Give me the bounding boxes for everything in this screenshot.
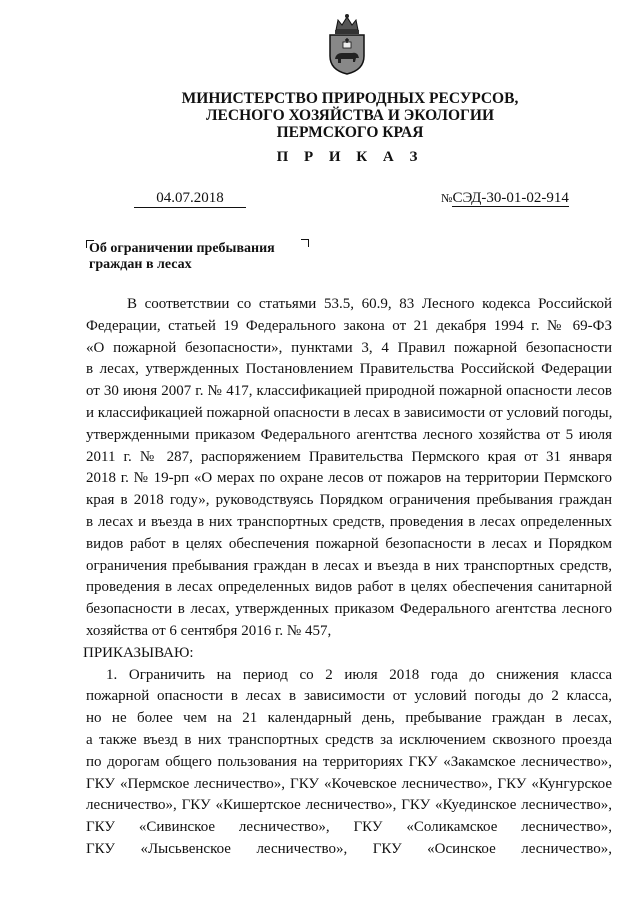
preamble-line: от 30 июня 2007 г. № 417, классификацией природной пожарной опасности лесов [86, 383, 612, 400]
ministry-name-line-3: ПЕРМСКОГО КРАЯ [276, 124, 424, 141]
item-1-line: ГКУ «Пермское лесничество», ГКУ «Кочевское лесничество», ГКУ «Кунгурское [86, 775, 612, 792]
preamble-line: 2018 г. № 19-рп «О мерах по охране лесов от пожаров на территории Пермского [86, 470, 612, 487]
preamble-line: ограничения пребывания граждан в лесах и въезда в них транспортных средств, [86, 557, 612, 574]
order-body [83, 294, 613, 861]
order-heading: ПРИКАЗЫВАЮ: [83, 644, 194, 661]
ministry-name [140, 90, 560, 141]
preamble-line: края в 2018 году», руководствуясь Порядком ограничения пребывания граждан [86, 492, 612, 509]
item-1-line: ГКУ «Лысьвенское лесничество», ГКУ «Осинское лесничество», [86, 840, 612, 857]
item-1-line: 1. Ограничить на период со 2 июля 2018 года до снижения класса [106, 666, 612, 683]
item-1-line: по дорогам общего пользования на территориях ГКУ «Закамское лесничество», [86, 753, 612, 770]
preamble-line: безопасности в лесах, утвержденных приказом Федерального агентства лесного [86, 601, 612, 618]
item-1-line: пожарной опасности в лесах в зависимости от условий погоды до 2 класса, [86, 688, 612, 705]
perm-krai-coat-of-arms-icon [322, 12, 372, 76]
preamble-line: в лесах и въезда в них транспортных средств, проведения в лесах определенных [86, 513, 612, 530]
preamble-line: Федерации, статьей 19 Федерального закона от 21 декабря 1994 г. № 69-ФЗ [86, 317, 612, 334]
ministry-name-line-2: ЛЕСНОГО ХОЗЯЙСТВА И ЭКОЛОГИИ [205, 107, 495, 124]
preamble-line: утвержденными приказом Федерального агентства лесного хозяйства от 5 июля [86, 426, 612, 443]
preamble-line: проведения в лесах определенных видов работ в целях обеспечения санитарной [86, 579, 612, 596]
item-1-line: но не более чем на 21 календарный день, пребывание граждан в лесах, [86, 710, 612, 727]
preamble-line: в лесах, утвержденных Постановлением Правительства Российской Федерации [86, 361, 612, 378]
item-1-line: лесничество», ГКУ «Кишертское лесничество», ГКУ «Куединское лесничество», [86, 797, 612, 814]
order-date: 04.07.2018 [134, 190, 246, 208]
preamble-line: «О пожарной безопасности», пунктами 3, 4 Правил пожарной безопасности [86, 339, 612, 356]
preamble-line: и классификацией пожарной опасности в лесах в зависимости от условий погоды, [86, 404, 613, 421]
item-1-line: а также въезд в них транспортных средств за исключением сквозного проезда [86, 731, 612, 748]
preamble-line: хозяйства от 6 сентября 2016 г. № 457, [86, 622, 332, 639]
subject-corner-right [301, 239, 309, 247]
item-1-line: ГКУ «Сивинское лесничество», ГКУ «Соликамское лесничество», [86, 819, 612, 836]
order-number-value: СЭД-30-01-02-914 [452, 190, 569, 206]
order-number [441, 190, 569, 207]
subject-line-2: граждан в лесах [89, 257, 192, 272]
subject-line-1: Об ограничении пребывания [89, 241, 275, 256]
preamble-line: 2011 г. № 287, распоряжением Правительства Пермского края от 31 января [86, 448, 612, 465]
preamble-line: видов работ в целях обеспечения пожарной безопасности в лесах и Порядком [86, 535, 612, 552]
ministry-name-line-1: МИНИСТЕРСТВО ПРИРОДНЫХ РЕСУРСОВ, [181, 90, 519, 107]
document-type-title: П Р И К А З [276, 149, 424, 165]
order-subject [89, 241, 275, 273]
number-sign: № [441, 191, 453, 205]
preamble-line: В соответствии со статьями 53.5, 60.9, 83 Лесного кодекса Российской [127, 296, 612, 312]
